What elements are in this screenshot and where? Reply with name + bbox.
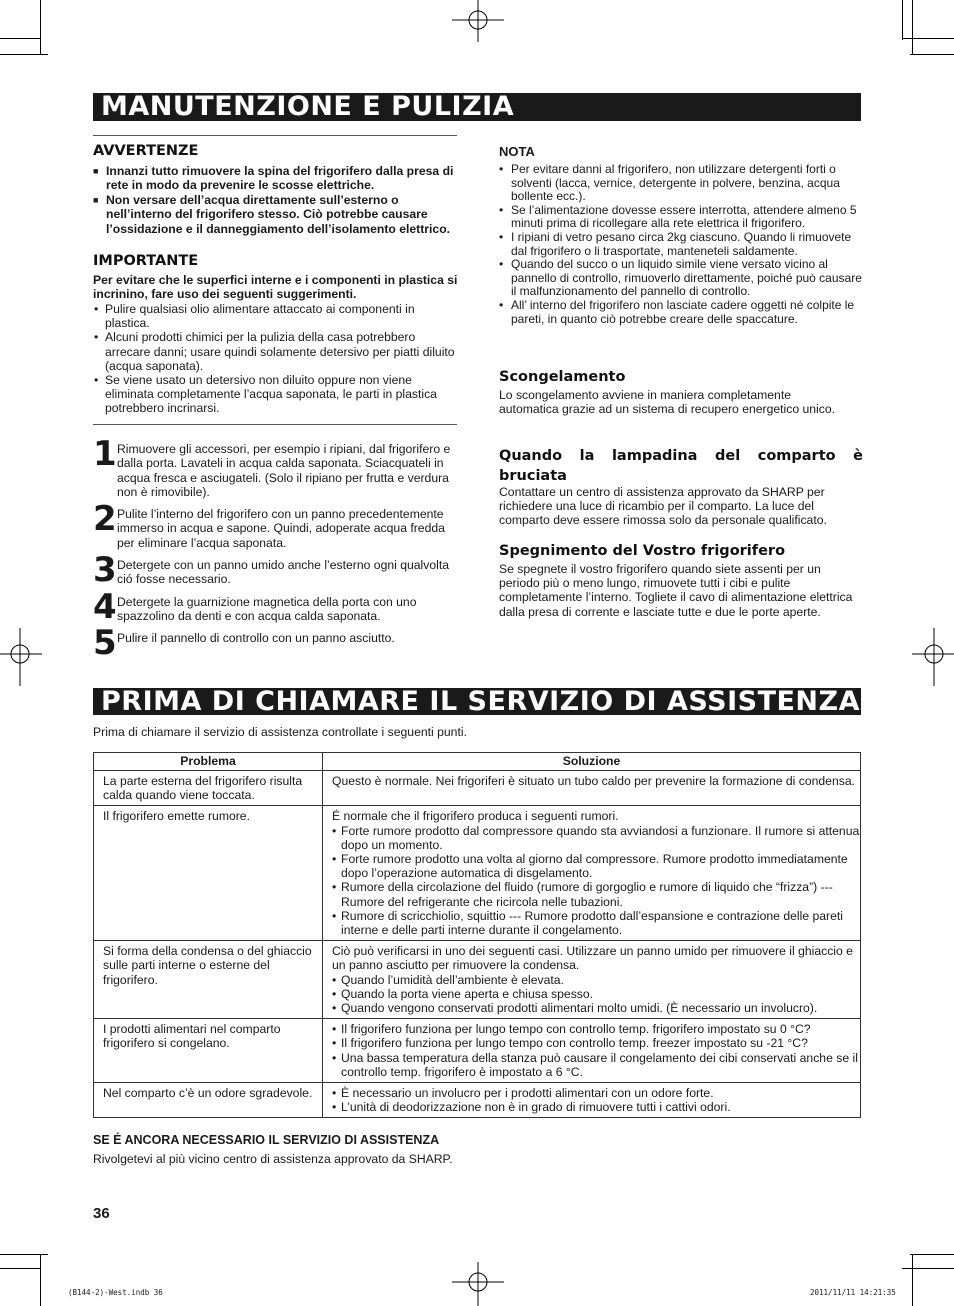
registration-mark-left [0, 628, 42, 686]
solution-item: • Il frigorifero funziona per lungo tempo con controllo temp. freezer impostato su -21 °C? [332, 1036, 860, 1050]
table-row [94, 771, 861, 806]
nota-item: • Quando del succo o un liquido simile viene versato vicino al pannello di controllo, rimuoverlo direttamente, poiché può causare il malfunzionamento del pannello di controllo. [499, 258, 863, 299]
section-title-maintenance: MANUTENZIONE E PULIZIA [93, 93, 861, 121]
important-heading: IMPORTANTE [93, 253, 199, 269]
service-text: Rivolgetevi al più vicino centro di assistenza approvato da SHARP. [93, 1152, 453, 1166]
step-text: Detergete con un panno umido anche l’esterno ogni qualvolta ció fosse necessario. [117, 558, 450, 587]
step-number: 3 [93, 550, 117, 590]
nota-item: • Se l’alimentazione dovesse essere interrotta, attendere almeno 5 minuti prima di ricollegare alla rete elettrica il frigorifero. [499, 204, 863, 231]
service-heading: SE É ANCORA NECESSARIO IL SERVIZIO DI ASSISTENZA [93, 1133, 440, 1147]
section-title-service: PRIMA DI CHIAMARE IL SERVIZIO DI ASSISTENZA [93, 688, 861, 715]
defrost-heading: Scongelamento [499, 369, 626, 385]
solution-list [332, 1086, 860, 1114]
divider [93, 135, 457, 136]
column-header-solution: Soluzione [323, 753, 861, 771]
solution-cell [323, 1083, 861, 1118]
solution-item: • Quando l’umidità dell’ambiente è elevata. [332, 973, 860, 987]
solution-cell [323, 771, 861, 806]
troubleshooting-table [93, 752, 861, 1118]
solution-item: • Il frigorifero funziona per lungo tempo con controllo temp. frigorifero impostato su 0 °C? [332, 1022, 860, 1036]
step-text: Rimuovere gli accessori, per esempio i ripiani, dal frigorifero e dalla porta. Lavateli in acqua calda saponata. Sciacquateli in acqua fresca e asciugateli. (Solo il ripiano per frutta e verdura non è rimovibile). [117, 442, 451, 499]
off-text: Se spegnete il vostro frigorifero quando siete assenti per un periodo più o meno lungo, rimuovete tutti i cibi e pulite completamente l’interno. Togliete il cavo di alimentazione elettrica dalla presa di corrente e lasciate tutte e due le porte aperte. [499, 562, 853, 619]
solution-cell [323, 941, 861, 1019]
column-header-problem: Problema [94, 753, 323, 771]
important-item: • Pulire qualsiasi olio alimentare attaccato ai componenti in plastica. [93, 302, 457, 330]
solution-list [332, 973, 860, 1016]
step-text: Detergete la guarnizione magnetica della porta con uno spazzolino da denti e con acqua calda saponata. [117, 595, 417, 624]
solution-item: • È necessario un involucro per i prodotti alimentari con un odore forte. [332, 1086, 860, 1100]
solution-cell [323, 806, 861, 941]
step-text: Pulire il pannello di controllo con un panno asciutto. [117, 631, 395, 645]
lamp-heading: Quando la lampadina del comparto è bruciata [499, 448, 863, 484]
registration-mark-right [912, 628, 954, 686]
solution-item: • Quando vengono conservati prodotti alimentari molto umidi. (È necessario un involucro). [332, 1001, 860, 1015]
problem-cell: Si forma della condensa o del ghiaccio sulle parti interne o esterne del frigorifero. [94, 941, 323, 1019]
solution-lead: Ciò può verificarsi in uno dei seguenti casi. Utilizzare un panno umido per rimuovere il ghiaccio e un panno asciutto per rimuovere la condensa. [332, 944, 853, 973]
solution-lead: Questo è normale. Nei frigoriferi è situato un tubo caldo per prevenire la formazione di condensa. [332, 774, 855, 788]
warning-item: ■ Innanzi tutto rimuovere la spina del frigorifero dalla presa di rete in modo da prevenire le scosse elettriche. [93, 164, 461, 193]
solution-item: • Quando la porta viene aperta e chiusa spesso. [332, 987, 860, 1001]
service-intro: Prima di chiamare il servizio di assistenza controllate i seguenti punti. [93, 725, 467, 739]
problem-cell: La parte esterna del frigorifero risulta calda quando viene toccata. [94, 771, 323, 806]
solution-lead: É normale che il frigorifero produca i seguenti rumori. [332, 809, 619, 824]
important-item: • Alcuni prodotti chimici per la pulizia della casa potrebbero arrecare danni; usare quindi solamente detersivo per piatti diluito (acqua saponata). [93, 330, 457, 373]
warnings-list [93, 164, 461, 236]
registration-mark-top [452, 0, 504, 42]
solution-item: • Forte rumore prodotto dal compressore quando sta avviandosi a funzionare. Il rumore si attenua dopo un momento. [332, 824, 860, 852]
important-intro: Per evitare che le superfici interne e i componenti in plastica si incrinino, fare uso dei seguenti suggerimenti. [93, 273, 458, 302]
lamp-text: Contattare un centro di assistenza approvato da SHARP per richiedere una luce di ricambio per il comparto. La luce del comparto deve essere rimossa solo da personale qualificato. [499, 485, 827, 528]
step-number: 2 [93, 499, 117, 539]
solution-item: • Forte rumore prodotto una volta al giorno dal compressore. Rumore prodotto immediatamente dopo l’operazione automatica di disgelamento. [332, 852, 860, 880]
table-row [94, 1083, 861, 1118]
divider [93, 424, 457, 425]
solution-list [332, 1022, 860, 1079]
table-row [94, 1019, 861, 1083]
step-number: 5 [93, 623, 117, 663]
solution-list [332, 824, 860, 938]
solution-cell [323, 1019, 861, 1083]
registration-mark-bottom [452, 1262, 504, 1306]
solution-item: • L’unità di deodorizzazione non è in grado di rimuovere tutti i cattivi odori. [332, 1100, 860, 1114]
solution-item: • Rumore di scricchiolio, squittio --- Rumore prodotto dall’espansione e contrazione delle pareti interne e delle parti interne durante il congelamento. [332, 909, 860, 937]
step-text: Pulite l’interno del frigorifero con un panno precedentemente immerso in acqua e sapone. Quindi, adoperate acqua fredda per eliminare l’acqua saponata. [117, 507, 445, 550]
off-heading: Spegnimento del Vostro frigorifero [499, 543, 786, 559]
footer-file: (B144-2)-West.indb 36 [68, 1288, 163, 1297]
step-number: 4 [93, 587, 117, 627]
nota-item: • I ripiani di vetro pesano circa 2kg ciascuno. Quando li rimuovete dal frigorifero o li trasportate, manteneteli saldamente. [499, 231, 863, 258]
table-header [94, 753, 861, 771]
nota-item: • All’ interno del frigorifero non lasciate cadere oggetti né colpite le pareti, in quanto ciò potrebbe creare delle spaccature. [499, 299, 863, 326]
warnings-heading: AVVERTENZE [93, 143, 199, 159]
footer-timestamp: 2011/11/11 14:21:35 [810, 1288, 896, 1297]
nota-list [499, 163, 863, 326]
solution-item: • Rumore della circolazione del fluido (rumore di gorgoglio e rumore di liquido che “frizza”) --- Rumore del refrigerante che ricircola nelle tubazioni. [332, 880, 860, 908]
warning-item: ■ Non versare dell’acqua direttamente sull’esterno o nell’interno del frigorifero stesso. Ciò potrebbe causare l’ossidazione e il danneggiamento dell’isolamento elettrico. [93, 193, 461, 236]
table-row [94, 806, 861, 941]
nota-item: • Per evitare danni al frigorifero, non utilizzare detergenti forti o solventi (lacca, vernice, detergente in polvere, benzina, acqua bollente ecc.). [499, 163, 863, 204]
important-list [93, 302, 457, 416]
problem-cell: I prodotti alimentari nel comparto frigorifero si congelano. [94, 1019, 323, 1083]
important-item: • Se viene usato un detersivo non diluito oppure non viene eliminata completamente l’acqua saponata, le parti in plastica potrebbero incrinarsi. [93, 373, 457, 416]
defrost-text: Lo scongelamento avviene in maniera completamente automatica grazie ad un sistema di recupero energetico unico. [499, 388, 836, 417]
page-number: 36 [93, 1205, 110, 1222]
nota-heading: NOTA [499, 144, 535, 159]
table-row [94, 941, 861, 1019]
solution-item: • Una bassa temperatura della stanza può causare il congelamento dei cibi conservati anche se il controllo temp. frigorifero è impostato a 6 °C. [332, 1051, 860, 1079]
problem-cell: Nel comparto c’è un odore sgradevole. [94, 1083, 323, 1118]
problem-cell: Il frigorifero emette rumore. [94, 806, 323, 941]
step-number: 1 [93, 434, 117, 474]
